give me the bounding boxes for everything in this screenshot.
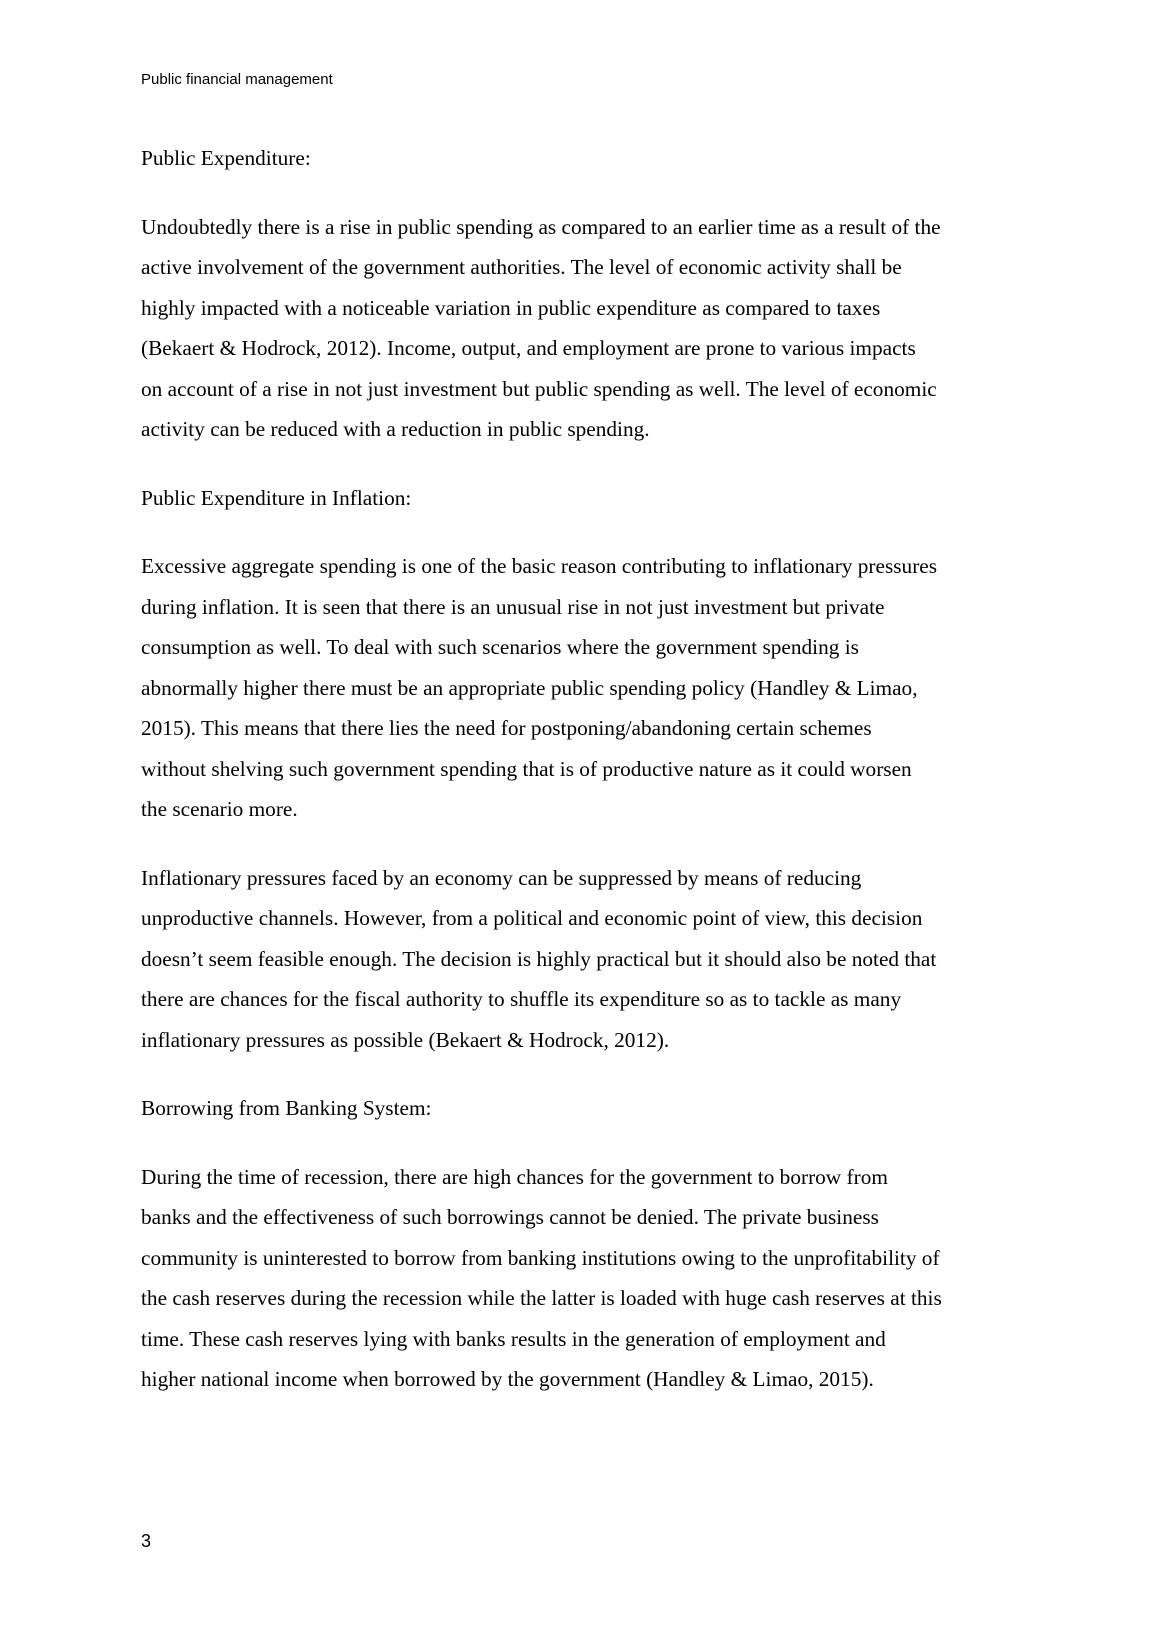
text-line: (Bekaert & Hodrock, 2012). Income, output, and employment are prone to various impacts [141,336,916,360]
text-line: 2015). This means that there lies the need for postponing/abandoning certain schemes [141,716,872,740]
document-body [141,138,1031,1428]
paragraph-inflationary-pressures [141,858,1031,1061]
text-line: higher national income when borrowed by the government (Handley & Limao, 2015). [141,1367,874,1391]
text-line: Inflationary pressures faced by an economy can be suppressed by means of reducing [141,865,862,890]
paragraph-borrowing-recession [141,1157,1031,1400]
text-line: abnormally higher there must be an appropriate public spending policy (Handley & Limao, [141,675,918,700]
running-header: Public financial management [141,71,333,88]
text-line: community is uninterested to borrow from banking institutions owing to the unprofitability of [141,1245,940,1270]
text-line: activity can be reduced with a reduction in public spending. [141,417,650,441]
text-line: active involvement of the government authorities. The level of economic activity shall be [141,255,902,279]
text-line: banks and the effectiveness of such borrowings cannot be denied. The private business [141,1205,879,1229]
text-line: doesn’t seem feasible enough. The decision is highly practical but it should also be noted that [141,946,937,971]
text-line: Undoubtedly there is a rise in public spending as compared to an earlier time as a result of the [141,214,941,239]
text-line: without shelving such government spending that is of productive nature as it could worsen [141,756,912,781]
text-line: consumption as well. To deal with such scenarios where the government spending is [141,635,859,659]
text-line: on account of a rise in not just investment but public spending as well. The level of economic [141,376,937,401]
text-line: there are chances for the fiscal authority to shuffle its expenditure so as to tackle as many [141,987,902,1011]
paragraph-public-expenditure [141,207,1031,450]
paragraph-excessive-spending [141,546,1031,830]
text-line: the cash reserves during the recession while the latter is loaded with huge cash reserves at this [141,1286,942,1310]
text-line: highly impacted with a noticeable variation in public expenditure as compared to taxes [141,295,881,320]
page-number: 3 [141,1531,152,1551]
text-line: unproductive channels. However, from a political and economic point of view, this decision [141,906,923,930]
section-heading-public-expenditure: Public Expenditure: [141,146,311,170]
section-heading-public-expenditure-inflation: Public Expenditure in Inflation: [141,485,412,510]
text-line: during inflation. It is seen that there is an unusual rise in not just investment but private [141,594,885,619]
text-line: Excessive aggregate spending is one of the basic reason contributing to inflationary pressures [141,554,938,578]
text-line: the scenario more. [141,797,298,821]
text-line: During the time of recession, there are high chances for the government to borrow from [141,1164,888,1189]
text-line: time. These cash reserves lying with banks results in the generation of employment and [141,1326,886,1351]
section-heading-borrowing-banking: Borrowing from Banking System: [141,1096,432,1120]
text-line: inflationary pressures as possible (Bekaert & Hodrock, 2012). [141,1027,670,1052]
